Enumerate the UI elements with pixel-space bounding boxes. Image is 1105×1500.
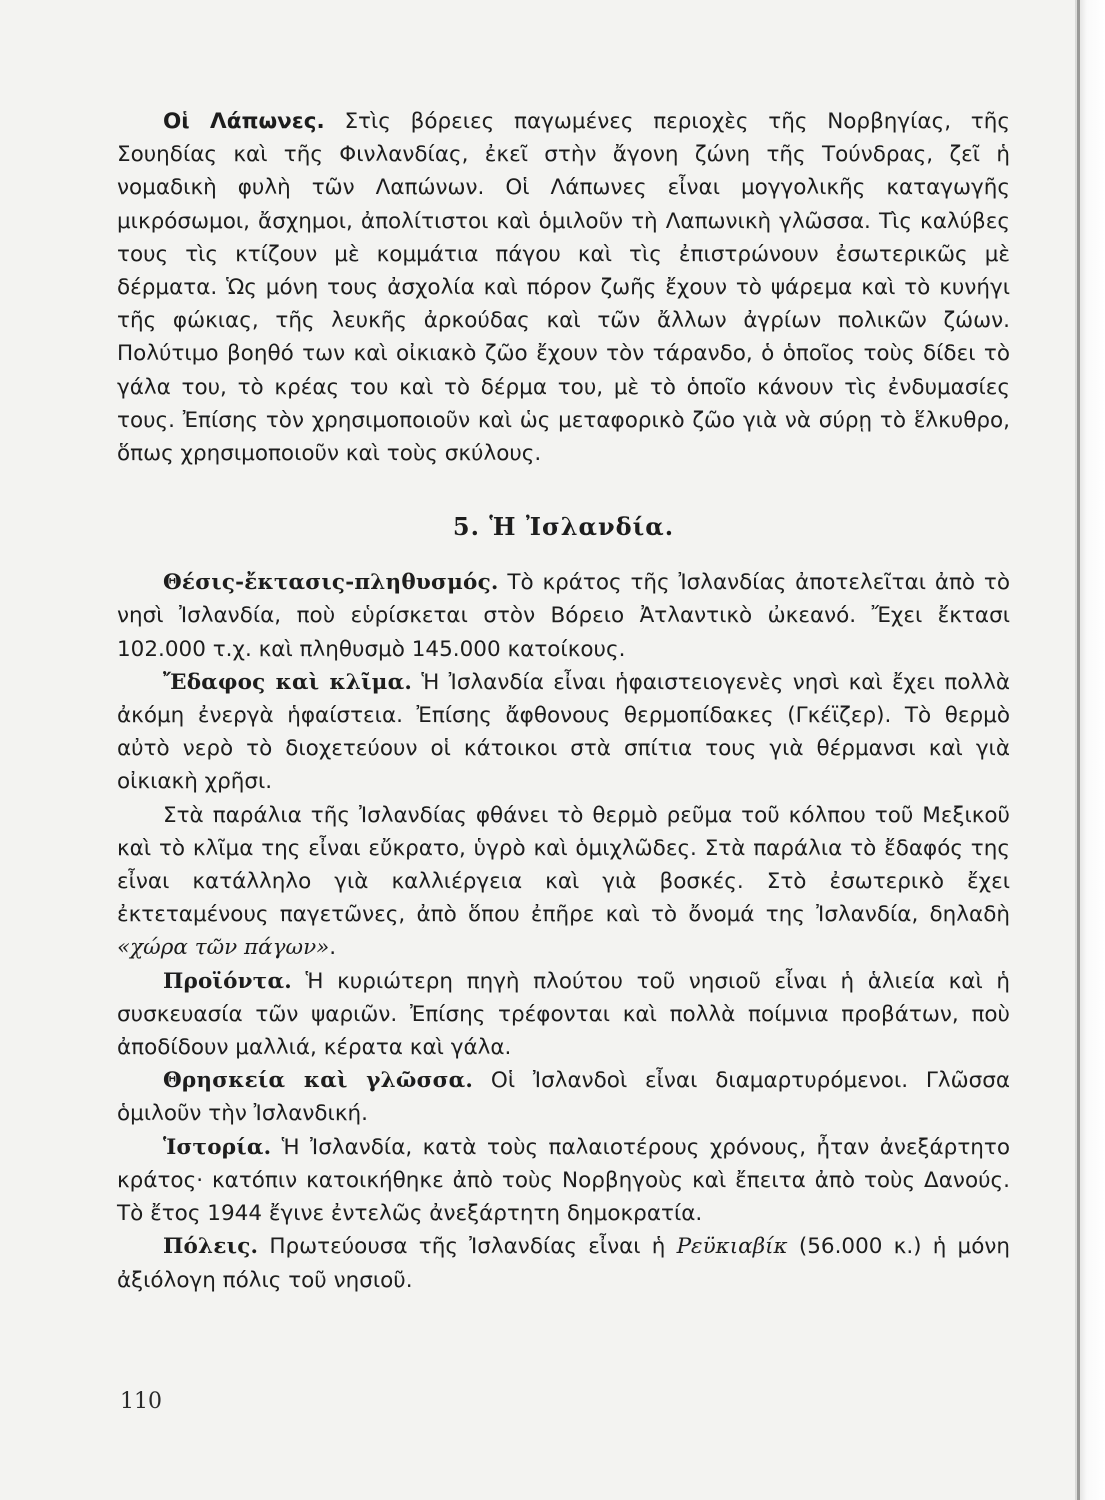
products-heading: Προϊόντα.: [163, 968, 292, 994]
laps-text: Στὶς βόρειες παγωμένες περιοχὲς τῆς Νορβηγίας, τῆς Σουηδίας καὶ τῆς Φινλανδίας, ἐκεῖ στὴν ἄγονη ζώνη τῆς Τούνδρας, ζεῖ ἡ νομαδικὴ φυλὴ τῶν Λαπώνων. Οἱ Λάπωνες εἶναι μογγολικῆς καταγωγῆς μικρόσωμοι, ἄσχημοι, ἀπολίτιστοι καὶ ὁμιλοῦν τὴ Λαπωνικὴ γλῶσσα. Τὶς καλύβες τους τὶς κτίζουν μὲ κομμάτια πάγου καὶ τὶς ἐπιστρώνουν ἐσωτερικῶς μὲ δέρματα. Ὡς μόνη τους ἀσχολία καὶ πόρον ζωῆς ἔχουν τὸ ψάρεμα καὶ τὸ κυνήγι τῆς φώκιας, τῆς λευκῆς ἀρκούδας καὶ τῶν ἄλλων ἀγρίων πολικῶν ζώων. Πολύτιμο βοηθό των καὶ οἰκιακὸ ζῶο ἔχουν τὸν τάρανδο, ὁ ὁποῖος τοὺς δίδει τὸ γάλα του, τὸ κρέας του καὶ τὸ δέρμα του, μὲ τὸ ὁποῖο κάνουν τὶς ἐνδυμασίες τους. Ἐπίσης τὸν χρησιμοποιοῦν καὶ ὡς μεταφορικὸ ζῶο γιὰ νὰ σύρῃ τὸ ἕλκυθρο, ὅπως χρησιμοποιοῦν καὶ τοὺς σκύλους.: [117, 109, 1010, 467]
soil-text: Ἡ Ἰσλανδία εἶναι ἡφαιστειογενὲς νησὶ καὶ ἔχει πολλὰ ἀκόμη ἐνεργὰ ἡφαίστεια. Ἐπίσης ἄφθονους θερμοπίδακες (Γκέϊζερ). Τὸ θερμὸ αὐτὸ νερὸ τὸ διοχετεύουν οἱ κάτοικοι στὰ σπίτια τους γιὰ θέρμανσι καὶ γιὰ οἰκιακὴ χρῆσι.: [117, 669, 1010, 795]
position-heading: Θέσις-ἔκτασις-πληθυσμός.: [163, 570, 499, 596]
page-edge-shadow: [1075, 0, 1105, 1500]
paragraph-soil: [117, 666, 1010, 799]
cities-text-after: (56.000 κ.) ἡ μόνη ἀξιόλογη πόλις τοῦ νησιοῦ.: [117, 1234, 1011, 1293]
paragraph-products: [117, 965, 1010, 1065]
religion-text: Οἱ Ἰσλανδοὶ εἶναι διαμαρτυρόμενοι. Γλῶσσα ὁμιλοῦν τὴν Ἰσλανδική.: [117, 1068, 1010, 1127]
page-edge-line: [1077, 0, 1080, 1500]
paragraph-cities: [117, 1230, 1010, 1296]
position-text: Τὸ κράτος τῆς Ἰσλανδίας ἀποτελεῖται ἀπὸ τὸ νησὶ Ἰσλανδία, ποὺ εὑρίσκεται στὸν Βόρειο Ἀτλαντικὸ ὠκεανό. Ἔχει ἔκτασι 102.000 τ.χ. καὶ πληθυσμὸ 145.000 κατοίκους.: [117, 570, 1010, 662]
paragraph-laps: [117, 105, 1010, 470]
laps-heading: Οἱ Λάπωνες.: [163, 109, 325, 134]
history-heading: Ἱστορία.: [163, 1134, 272, 1160]
cities-capital: Ρεϋκιαβίκ: [676, 1234, 788, 1260]
climate-end: .: [329, 935, 337, 961]
climate-text: Στὰ παράλια τῆς Ἰσλανδίας φθάνει τὸ θερμὸ ρεῦμα τοῦ κόλπου τοῦ Μεξικοῦ καὶ τὸ κλῖμα της εἶναι εὔκρατο, ὑγρὸ καὶ ὁμιχλῶδες. Στὰ παράλια τὸ ἔδαφός της εἶναι κατάλληλο γιὰ καλλιέργεια καὶ γιὰ βοσκές. Στὸ ἐσωτερικὸ ἔχει ἐκτεταμένους παγετῶνες, ἀπὸ ὅπου ἐπῆρε καὶ τὸ ὄνομά της Ἰσλανδία, δηλαδὴ: [117, 802, 1010, 928]
paragraph-religion: [117, 1064, 1010, 1130]
religion-heading: Θρησκεία καὶ γλῶσσα.: [163, 1068, 474, 1094]
products-text: Ἡ κυριώτερη πηγὴ πλούτου τοῦ νησιοῦ εἶναι ἡ ἁλιεία καὶ ἡ συσκευασία τῶν ψαριῶν. Ἐπίσης τρέφονται καὶ πολλὰ ποίμνια προβάτων, ποὺ ἀποδίδουν μαλλιά, κέρατα καὶ γάλα.: [117, 968, 1010, 1061]
cities-text-before: Πρωτεύουσα τῆς Ἰσλανδίας εἶναι ἡ: [258, 1234, 677, 1260]
paragraph-history: [117, 1131, 1010, 1231]
page-number: 110: [120, 1389, 162, 1414]
page-body: [117, 105, 1010, 1297]
section-title: 5. Ἡ Ἰσλανδία.: [452, 512, 675, 542]
history-text: Ἡ Ἰσλανδία, κατὰ τοὺς παλαιοτέρους χρόνους, ἦταν ἀνεξάρτητο κράτος· κατόπιν κατοικήθηκε ἀπὸ τοὺς Νορβηγοὺς καὶ ἔπειτα ἀπὸ τοὺς Δανούς. Τὸ ἔτος 1944 ἔγινε ἐντελῶς ἀνεξάρτητη δημοκρατία.: [117, 1134, 1010, 1227]
paragraph-position: [117, 566, 1010, 666]
paragraph-climate: [117, 799, 1010, 965]
climate-quote: «χώρα τῶν πάγων»: [117, 935, 330, 961]
soil-heading: Ἔδαφος καὶ κλῖμα.: [163, 669, 413, 695]
cities-heading: Πόλεις.: [163, 1234, 259, 1260]
